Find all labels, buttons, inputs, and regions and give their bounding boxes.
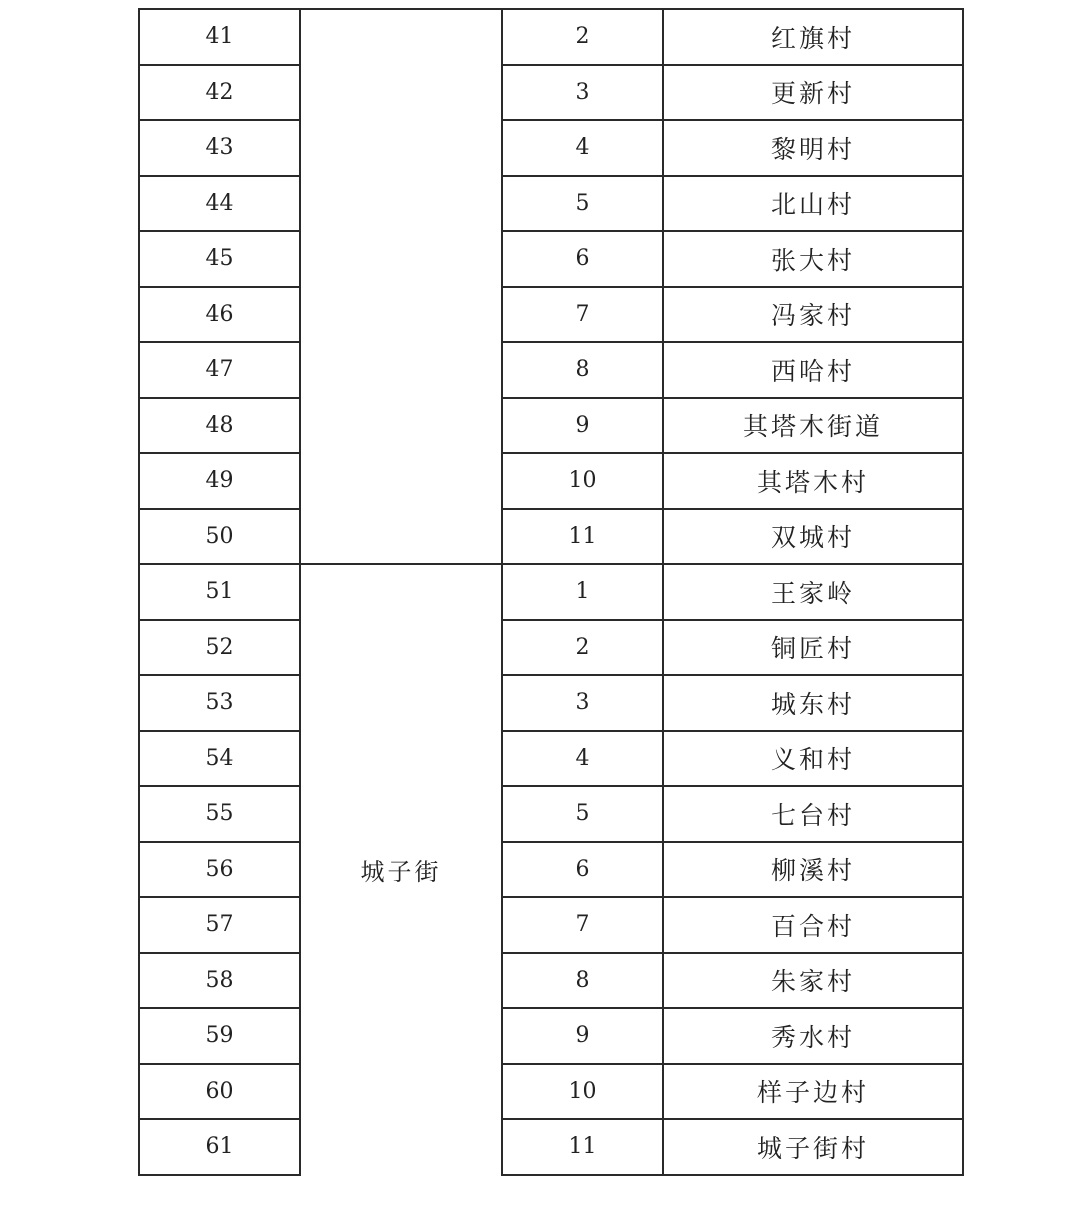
table-row <box>139 342 963 398</box>
seq-cell: 59 <box>139 1008 300 1064</box>
seq-cell: 56 <box>139 842 300 898</box>
village-cell: 城子街村 <box>663 1119 963 1175</box>
table-row <box>139 842 963 898</box>
village-cell: 秀水村 <box>663 1008 963 1064</box>
number-cell: 2 <box>502 9 663 65</box>
table-row <box>139 9 963 65</box>
seq-cell: 58 <box>139 953 300 1009</box>
seq-cell: 49 <box>139 453 300 509</box>
number-cell: 2 <box>502 620 663 676</box>
table-row <box>139 120 963 176</box>
number-cell: 11 <box>502 1119 663 1175</box>
table-row <box>139 953 963 1009</box>
seq-cell: 51 <box>139 564 300 620</box>
village-list-table <box>138 8 964 1176</box>
number-cell: 8 <box>502 342 663 398</box>
number-cell: 4 <box>502 120 663 176</box>
seq-cell: 55 <box>139 786 300 842</box>
number-cell: 9 <box>502 1008 663 1064</box>
number-cell: 7 <box>502 897 663 953</box>
seq-cell: 57 <box>139 897 300 953</box>
village-cell: 其塔木街道 <box>663 398 963 454</box>
village-cell: 双城村 <box>663 509 963 565</box>
table-row <box>139 65 963 121</box>
seq-cell: 43 <box>139 120 300 176</box>
village-cell: 义和村 <box>663 731 963 787</box>
seq-cell: 41 <box>139 9 300 65</box>
number-cell: 5 <box>502 176 663 232</box>
number-cell: 3 <box>502 675 663 731</box>
seq-cell: 46 <box>139 287 300 343</box>
village-cell: 百合村 <box>663 897 963 953</box>
village-cell: 朱家村 <box>663 953 963 1009</box>
number-cell: 6 <box>502 842 663 898</box>
village-cell: 更新村 <box>663 65 963 121</box>
village-cell: 北山村 <box>663 176 963 232</box>
seq-cell: 45 <box>139 231 300 287</box>
village-cell: 张大村 <box>663 231 963 287</box>
village-cell: 红旗村 <box>663 9 963 65</box>
number-cell: 4 <box>502 731 663 787</box>
town-cell: 城子街 <box>300 564 502 1175</box>
table-row <box>139 675 963 731</box>
village-cell: 柳溪村 <box>663 842 963 898</box>
number-cell: 9 <box>502 398 663 454</box>
table-row <box>139 897 963 953</box>
village-cell: 七台村 <box>663 786 963 842</box>
table-body <box>139 9 963 1175</box>
number-cell: 3 <box>502 65 663 121</box>
table-row <box>139 1119 963 1175</box>
table-row <box>139 564 963 620</box>
table-row <box>139 786 963 842</box>
seq-cell: 47 <box>139 342 300 398</box>
village-cell: 城东村 <box>663 675 963 731</box>
seq-cell: 61 <box>139 1119 300 1175</box>
village-cell: 其塔木村 <box>663 453 963 509</box>
table-row <box>139 731 963 787</box>
seq-cell: 42 <box>139 65 300 121</box>
number-cell: 1 <box>502 564 663 620</box>
seq-cell: 54 <box>139 731 300 787</box>
table-row <box>139 231 963 287</box>
village-cell: 西哈村 <box>663 342 963 398</box>
number-cell: 7 <box>502 287 663 343</box>
village-cell: 黎明村 <box>663 120 963 176</box>
village-cell: 铜匠村 <box>663 620 963 676</box>
number-cell: 11 <box>502 509 663 565</box>
seq-cell: 60 <box>139 1064 300 1120</box>
table-row <box>139 1064 963 1120</box>
seq-cell: 52 <box>139 620 300 676</box>
number-cell: 5 <box>502 786 663 842</box>
seq-cell: 44 <box>139 176 300 232</box>
village-cell: 王家岭 <box>663 564 963 620</box>
seq-cell: 53 <box>139 675 300 731</box>
table-row <box>139 398 963 454</box>
village-cell: 样子边村 <box>663 1064 963 1120</box>
number-cell: 10 <box>502 453 663 509</box>
number-cell: 8 <box>502 953 663 1009</box>
table-row <box>139 453 963 509</box>
table-row <box>139 620 963 676</box>
seq-cell: 48 <box>139 398 300 454</box>
number-cell: 6 <box>502 231 663 287</box>
number-cell: 10 <box>502 1064 663 1120</box>
village-cell: 冯家村 <box>663 287 963 343</box>
table-row <box>139 509 963 565</box>
table-row <box>139 1008 963 1064</box>
table-row <box>139 287 963 343</box>
table-row <box>139 176 963 232</box>
town-cell <box>300 9 502 564</box>
seq-cell: 50 <box>139 509 300 565</box>
